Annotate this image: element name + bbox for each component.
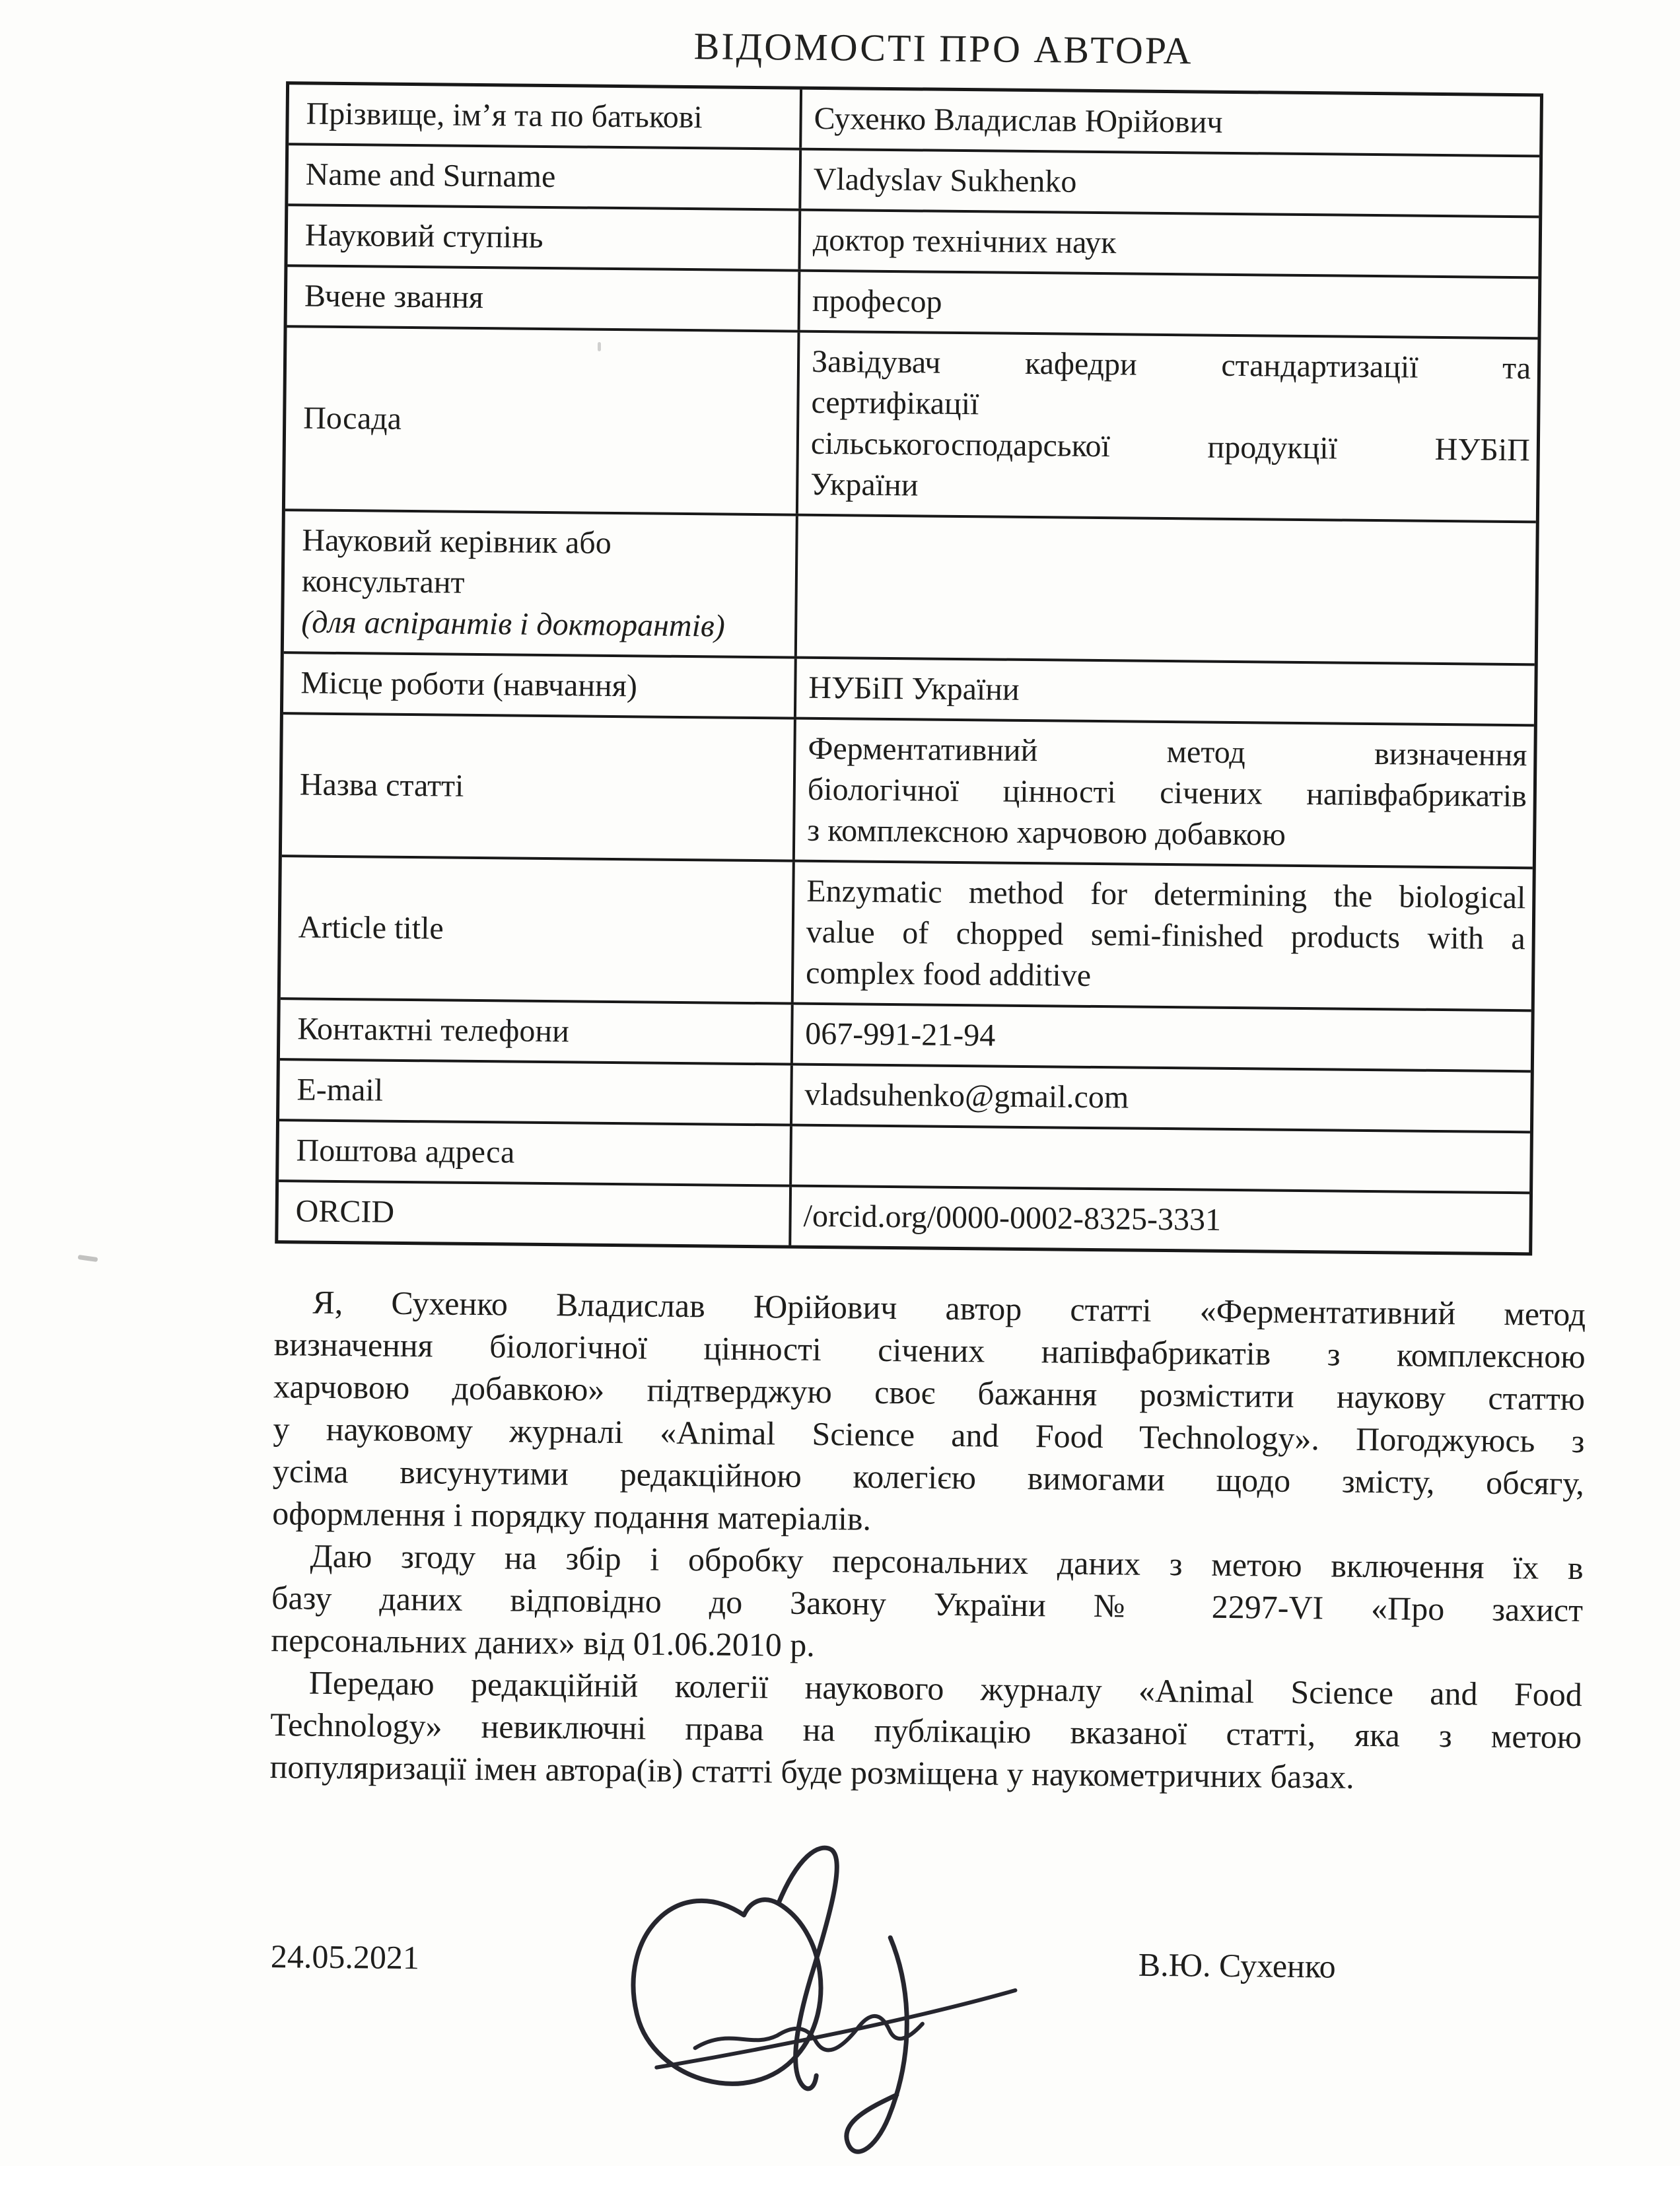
paragraph-publication-consent: Я, Сухенко Владислав Юрійович автор статті «Ферментативний метод визначення біологічної цінності січених напівфабрикатів з комплексною харчовою добавкою» підтверджую своє бажання розмістити наукову статтю у науковому журналі «Animal Science and Food Technology». Погоджуюсь з усіма висунутими редакційною колегією вимогами щодо змісту, обсягу, оформлення і порядку подання матеріалів. — [272, 1280, 1586, 1547]
row-label: Name and Surname — [288, 145, 802, 208]
handwritten-signature — [576, 1828, 1041, 2202]
row-label: Посада — [285, 328, 800, 513]
row-value: доктор технічних наук — [800, 211, 1539, 277]
row-article-title-uk — [282, 712, 1534, 866]
row-label-italic-note: (для аспірантів і докторантів) — [301, 602, 779, 647]
row-academic-title — [287, 264, 1539, 337]
row-postal-address — [279, 1119, 1530, 1191]
row-workplace — [283, 651, 1535, 724]
row-article-title-en — [281, 855, 1533, 1009]
paragraph-data-processing-consent: Даю згоду на збір і обробку персональних даних з метою включення їх в базу даних відповідно до Закону України № 2297-VI «Про захист персональних даних» від 01.06.2010 р. — [271, 1534, 1584, 1673]
row-value: Завідувач кафедри стандартизації та сертифікації сільськогосподарської продукції НУБіП України — [798, 333, 1538, 521]
row-label: Науковий ступінь — [287, 206, 801, 269]
row-phone — [280, 997, 1531, 1070]
author-info-table — [275, 81, 1543, 1255]
row-value: 067-991-21-94 — [793, 1005, 1531, 1070]
row-label: Поштова адреса — [279, 1121, 792, 1184]
document-content — [265, 20, 1601, 2207]
row-value — [797, 516, 1536, 664]
row-value: Enzymatic method for determining the biological value of chopped semi-finished products with a complex food additive — [794, 862, 1533, 1010]
row-label: ORCID — [278, 1182, 792, 1245]
statement-paragraphs — [269, 1280, 1586, 1800]
row-label-text: Науковий керівник або консультант — [302, 520, 780, 606]
row-orcid — [278, 1179, 1529, 1252]
row-value: vladsuhenko@gmail.com — [792, 1066, 1531, 1131]
row-label: Прізвище, ім’я та по батькові — [289, 85, 802, 147]
scan-artifact — [78, 1255, 98, 1262]
row-label: E-mail — [279, 1061, 793, 1123]
row-label: Article title — [281, 857, 795, 1002]
row-name-en — [288, 143, 1539, 215]
row-value: НУБіП України — [796, 659, 1535, 724]
row-surname — [289, 85, 1540, 155]
row-position — [285, 325, 1538, 520]
row-value: Сухенко Владислав Юрійович — [802, 90, 1540, 155]
row-value — [792, 1127, 1530, 1192]
row-value: професор — [800, 272, 1539, 337]
row-value: Vladyslav Sukhenko — [801, 151, 1539, 216]
row-email — [279, 1058, 1531, 1131]
row-label: Вчене звання — [287, 267, 801, 330]
date-label: 24.05.2021 — [271, 1937, 420, 1977]
row-supervisor — [284, 508, 1536, 663]
row-value: Ферментативний метод визначення біологічної цінності січених напівфабрикатів з комплексною харчовою добавкою — [795, 720, 1534, 867]
row-label: Контактні телефони — [280, 1000, 794, 1063]
row-value: /orcid.org/0000-0002-8325-3331 — [791, 1187, 1529, 1253]
signature-block — [265, 1838, 1580, 2207]
author-name-label: В.Ю. Сухенко — [1138, 1945, 1336, 1986]
row-label: Місце роботи (навчання) — [283, 654, 797, 717]
row-degree — [287, 203, 1539, 276]
row-label: Назва статті — [282, 715, 796, 859]
row-label — [284, 511, 798, 656]
document-title: ВІДОМОСТІ ПРО АВТОРА — [286, 20, 1601, 77]
paragraph-rights-transfer: Передаю редакційній колегії наукового журналу «Animal Science and Food Technology» невиключні права на публікацію вказаної статті, яка з метою популяризації імен автора(ів) статті буде розміщена у наукометричних базах. — [269, 1661, 1582, 1800]
